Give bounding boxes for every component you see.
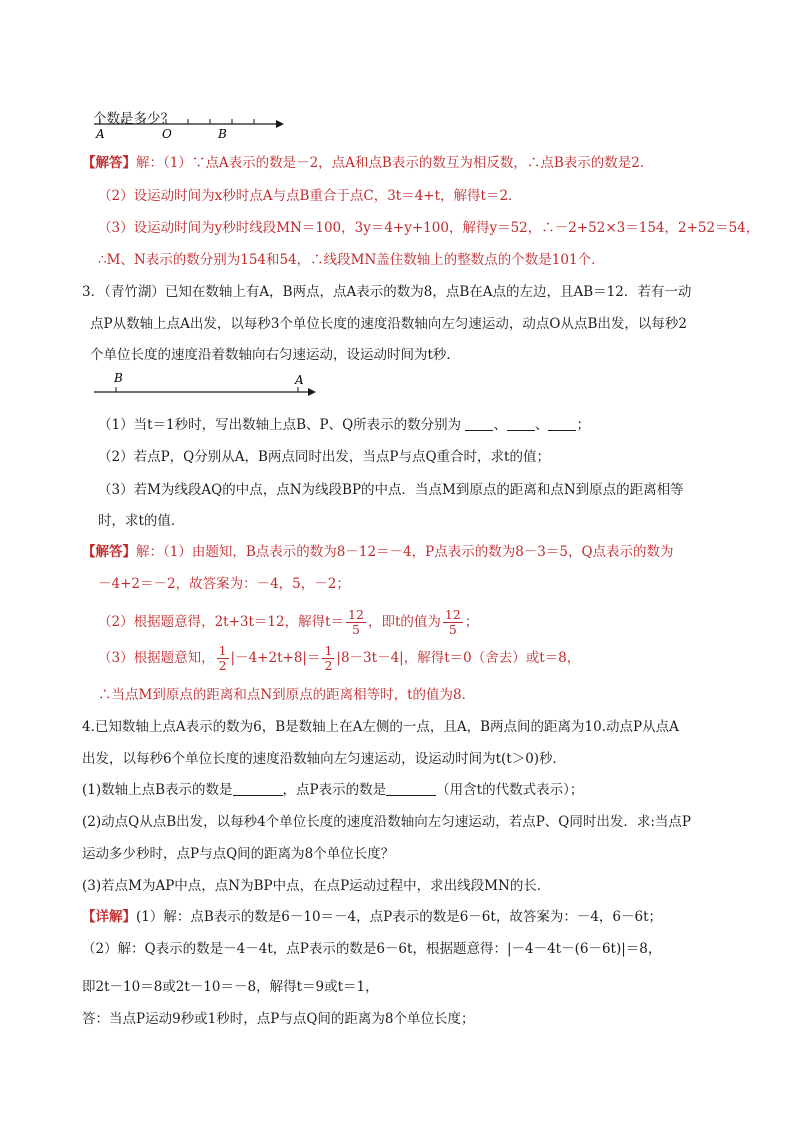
- fraction: $\frac{12}{5}$: [444, 607, 461, 637]
- answer-blank[interactable]: [548, 416, 576, 431]
- detail-line: 答：当点P运动9秒或1秒时，点P与点Q间的距离为8个单位长度；: [82, 1011, 475, 1027]
- problem-4-stem: 出发，以每秒6个单位长度的速度沿数轴向左匀速运动，设运动时间为t(t＞0)秒．: [82, 751, 567, 767]
- solution-line: （3）根据题意知， $\frac{1}{2}$ |－4+2t+8|＝ $\frac{1}{2}$ |8－3t－4|，解得t＝0（舍去）或t＝8，: [98, 643, 581, 673]
- problem-4-q3: (3)若点M为AP中点，点N为BP中点，在点P运动过程中，求出线段MN的长．: [82, 878, 551, 894]
- problem-3-stem: 3．（青竹湖）已知在数轴上有A，B两点，点A表示的数为8，点B在A点的左边，且AB＝12．若有一动: [82, 284, 692, 300]
- problem-3-q2: （2）若点P，Q分别从A，B两点同时出发，当点P与点Q重合时，求t的值；: [98, 449, 550, 465]
- question-end: 个数是多少？: [93, 111, 174, 127]
- detail-line: 【详解】(1）解：点B表示的数是6－10＝－4，点P表示的数是6－6t，故答案为：－4，6－6t；: [82, 909, 663, 925]
- problem-4-q2: (2)动点Q从点B出发，以每秒4个单位长度的速度沿数轴向左匀速运动，若点P、Q同时出发．求:当点P: [82, 814, 691, 830]
- detail-line: （2）解：Q表示的数是－4－4t，点P表示的数是6－6t，根据题意得：|－4－4t－(6－6t)|＝8，: [82, 941, 662, 957]
- answer-blank[interactable]: [507, 416, 535, 431]
- problem-4-stem: 4.已知数轴上点A表示的数为6，B是数轴上在A左侧的一点，且A，B两点间的距离为10.动点P从点A: [82, 719, 679, 735]
- answer-blank[interactable]: [386, 781, 436, 796]
- axis-label-b: B: [114, 371, 123, 385]
- answer-blank[interactable]: [233, 781, 283, 796]
- axis-arrow: [276, 120, 284, 128]
- axis-label-o: O: [162, 127, 172, 141]
- fraction: $\frac{1}{2}$: [324, 643, 333, 673]
- solution-line: 【解答】解：（1）由题知，B点表示的数为8－12＝－4，P点表示的数为8－3＝5，Q点表示的数为: [82, 544, 674, 560]
- number-line-2: [92, 370, 322, 404]
- fraction: $\frac{12}{5}$: [348, 607, 364, 637]
- problem-3-stem: 个单位长度的速度沿着数轴向右匀速运动，设运动时间为t秒．: [90, 347, 460, 363]
- axis-label-a: A: [96, 127, 105, 141]
- solution-line: （2）设运动时间为x秒时点A与点B重合于点C，3t＝4+t，解得t＝2．: [98, 188, 522, 204]
- detail-line: 即2t－10＝8或2t－10＝－8，解得t＝9或t＝1，: [82, 979, 379, 995]
- solution-line: ∴M、N表示的数分别为154和54，∴线段MN盖住数轴上的整数点的个数是101个．: [98, 252, 605, 268]
- solution-line: （3）设运动时间为y秒时线段MN＝100，3y＝4+y+100，解得y＝52，∴－2+52×3＝154，2+52＝54，: [98, 220, 760, 236]
- axis-arrow: [308, 388, 316, 396]
- solution-line: －4+2＝－2，故答案为：－4，5，－2；: [98, 576, 350, 592]
- problem-3-q3: 时，求t的值．: [98, 513, 185, 529]
- problem-3-q1: （1）当t＝1秒时，写出数轴上点B、P、Q所表示的数分别为 、 、 ；: [98, 417, 590, 433]
- number-line-1: [90, 114, 290, 142]
- solution-line: 【解答】解：（1）∵点A表示的数是－2，点A和点B表示的数互为相反数，∴点B表示的数是2．: [82, 155, 654, 171]
- solution-line: ∴当点M到原点的距离和点N到原点的距离相等时，t的值为8．: [98, 687, 476, 703]
- problem-3-q3: （3）若M为线段AQ的中点，点N为线段BP的中点．当点M到原点的距离和点N到原点的距离相等: [98, 482, 684, 498]
- axis-label-b: B: [218, 127, 227, 141]
- fraction: $\frac{1}{2}$: [218, 643, 227, 673]
- problem-3-stem: 点P从数轴上点A出发，以每秒3个单位长度的速度沿数轴向左匀速运动，动点O从点B出发，以每秒2: [90, 316, 687, 332]
- axis-label-a: A: [295, 373, 304, 387]
- answer-blank[interactable]: [465, 416, 493, 431]
- solution-line: （2）根据题意得，2t+3t＝12，解得t＝ $\frac{12}{5}$ ，即t的值为 $\frac{12}{5}$ ；: [98, 607, 479, 637]
- problem-4-q1: (1)数轴上点B表示的数是 ，点P表示的数是 （用含t的代数式表示）；: [82, 782, 584, 798]
- problem-4-q2: 运动多少秒时，点P与点Q间的距离为8个单位长度？: [82, 846, 395, 862]
